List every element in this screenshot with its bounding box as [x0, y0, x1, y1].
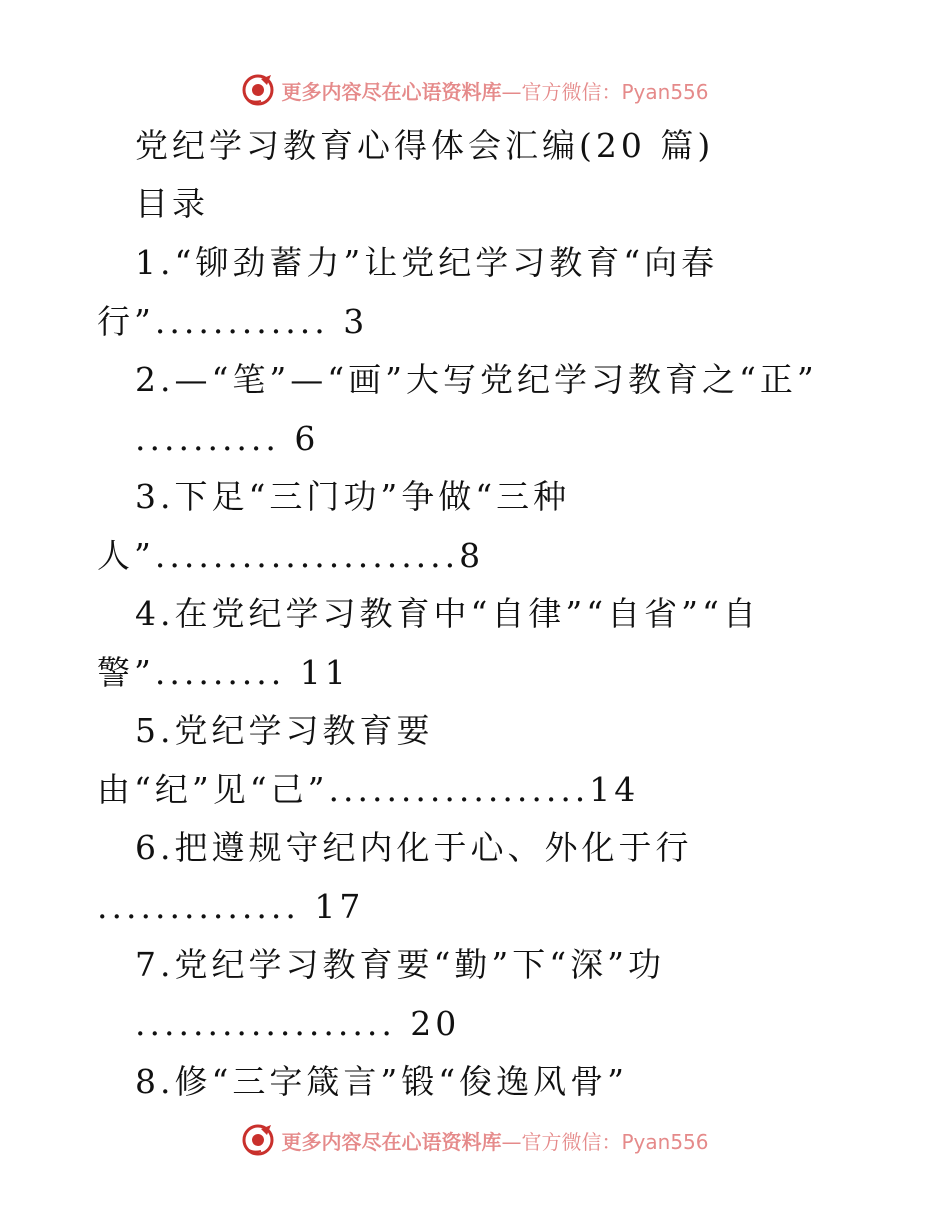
brand-logo-icon — [241, 1123, 275, 1157]
toc-entry-6: 6.把遵规守纪内化于心、外化于行 — [135, 828, 693, 867]
toc-entry-2-cont: .......... 6 — [135, 419, 320, 458]
toc-entry-8: 8.修“三字箴言”锻“俊逸风骨” — [135, 1062, 628, 1101]
toc-entry-5: 5.党纪学习教育要 — [135, 711, 434, 750]
toc-entry-1: 1.“铆劲蓄力”让党纪学习教育“向春 — [135, 243, 719, 282]
toc-entry-5-cont: 由“纪”见“己”..................14 — [97, 770, 640, 809]
toc-entry-4-cont: 警”......... 11 — [97, 653, 350, 692]
toc-entry-1-cont: 行”............ 3 — [97, 302, 369, 341]
brand-logo-icon — [241, 73, 275, 107]
toc-entry-3: 3.下足“三门功”争做“三种 — [135, 477, 571, 516]
toc-heading: 目录 — [135, 184, 209, 223]
toc-entry-7: 7.党纪学习教育要“勤”下“深”功 — [135, 945, 665, 984]
watermark-text: 更多内容尽在心语资料库—官方微信：Pyan556 — [281, 1129, 709, 1154]
watermark-text: 更多内容尽在心语资料库—官方微信：Pyan556 — [281, 79, 709, 104]
toc-entry-3-cont: 人”.....................8 — [97, 536, 485, 575]
toc-entry-6-cont: .............. 17 — [97, 887, 365, 926]
toc-entry-4: 4.在党纪学习教育中“自律”“自省”“自 — [135, 594, 760, 633]
footer-watermark — [0, 1120, 950, 1160]
toc-entry-7-cont: .................. 20 — [135, 1004, 461, 1043]
toc-entry-2: 2.—“笔”—“画”大写党纪学习教育之“正” — [135, 360, 818, 399]
document-title: 党纪学习教育心得体会汇编(20 篇) — [135, 126, 715, 165]
header-watermark — [0, 70, 950, 110]
